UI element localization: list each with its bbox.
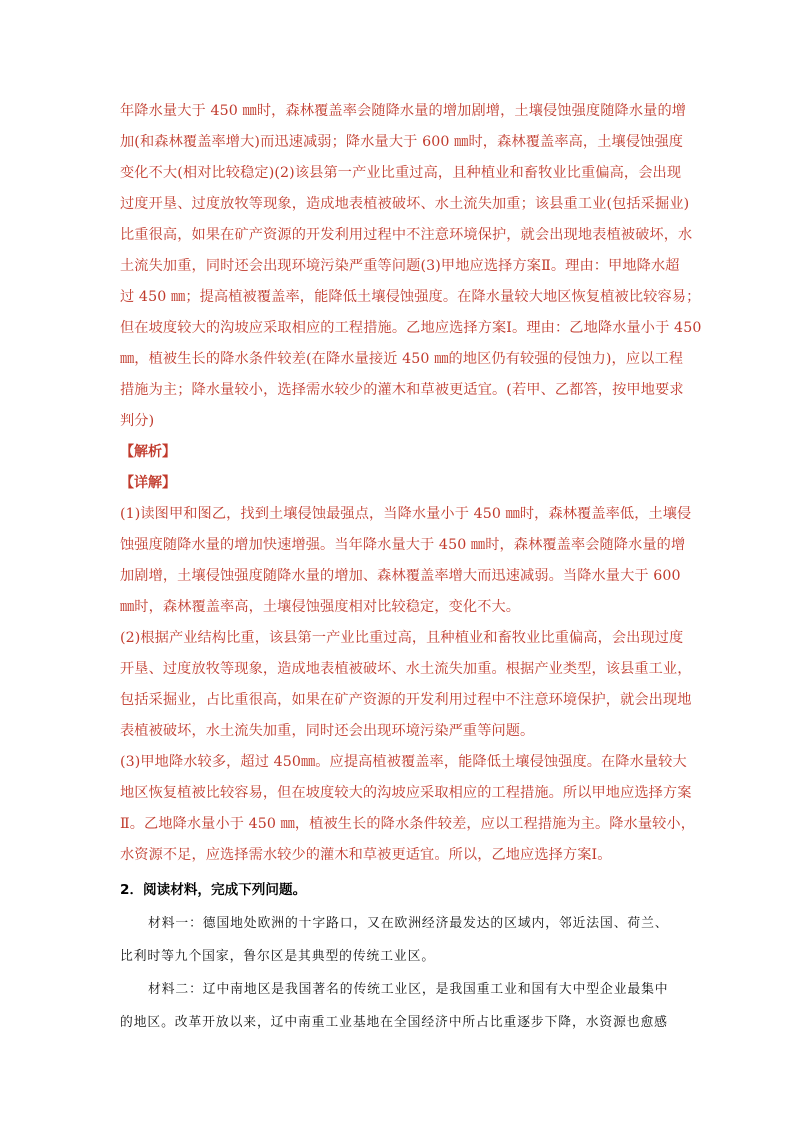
detail-line: 开垦、过度放牧等现象，造成地表植被破坏、水土流失加重。根据产业类型，该县重工业， [120,661,692,677]
detail-line: 加剧增，土壤侵蚀强度随降水量的增加、森林覆盖率增大而迅速减弱。当降水量大于 600 [120,568,681,584]
answer-line: 过度开垦、过度放牧等现象，造成地表植被破坏、水土流失加重；该县重工业(包括采掘业) [120,196,690,212]
answer-line: 变化不大(相对比较稳定)(2)该县第一产业比重过高，且种植业和畜牧业比重偏高，会出现 [120,165,682,181]
detail-block [120,499,695,871]
material-line: 的地区。改革开放以来，辽中南重工业基地在全国经济中所占比重逐步下降，水资源也愈感 [120,1015,668,1030]
detail-line: Ⅱ。乙地降水量小于 450 ㎜，植被生长的降水条件较差，应以工程措施为主。降水量较小， [120,816,695,832]
detail-line: 包括采掘业，占比重很高，如果在矿产资源的开发利用过程中不注意环境保护，就会出现地 [120,692,692,708]
material-block [120,907,680,1039]
answer-line: 年降水量大于 450 ㎜时，森林覆盖率会随降水量的增加剧增，土壤侵蚀强度随降水量的增 [120,103,687,119]
detail-line: (3)甲地降水较多，超过 450㎜。应提高植被覆盖率，能降低土壤侵蚀强度。在降水量较大 [120,754,687,770]
analysis-label: 【解析】 [120,444,176,460]
document-content [120,96,702,1039]
detail-label: 【详解】 [120,475,176,491]
material-line: 材料一：德国地处欧洲的十字路口，又在欧洲经济最发达的区域内，邻近法国、荷兰、 [148,916,669,931]
question-heading: 2．阅读材料，完成下列问题。 [120,882,307,898]
detail-line: 水资源不足，应选择需水较少的灌木和草被更适宜。所以，乙地应选择方案Ⅰ。 [120,847,612,863]
answer-line: 土流失加重，同时还会出现环境污染严重等问题(3)甲地应选择方案Ⅱ。理由：甲地降水超 [120,258,680,274]
answer-block [120,96,702,437]
answer-line: 判分) [120,413,155,429]
answer-line: 过 450 ㎜；提高植被覆盖率，能降低土壤侵蚀强度。在降水量较大地区恢复植被比较容易； [120,289,701,305]
detail-line: 地区恢复植被比较容易，但在坡度较大的沟坡应采取相应的工程措施。所以甲地应选择方案 [120,785,692,801]
answer-line: 但在坡度较大的沟坡应采取相应的工程措施。乙地应选择方案Ⅰ。理由：乙地降水量小于 450 [120,320,702,336]
answer-line: ㎜，植被生长的降水条件较差(在降水量接近 450 ㎜的地区仍有较强的侵蚀力)，应以工程 [120,351,684,367]
detail-line: (2)根据产业结构比重，该县第一产业比重过高，且种植业和畜牧业比重偏高，会出现过度 [120,630,684,646]
material-line: 材料二：辽中南地区是我国著名的传统工业区，是我国重工业和国有大中型企业最集中 [148,982,669,997]
detail-line: ㎜时，森林覆盖率高，土壤侵蚀强度相对比较稳定，变化不大。 [120,599,521,615]
answer-line: 比重很高，如果在矿产资源的开发利用过程中不注意环境保护，就会出现地表植被破坏，水 [120,227,693,243]
material-line: 比利时等九个国家，鲁尔区是其典型的传统工业区。 [120,949,436,964]
detail-line: (1)读图甲和图乙，找到土壤侵蚀最强点，当降水量小于 450 ㎜时，森林覆盖率低，土壤侵 [120,506,692,522]
answer-line: 加(和森林覆盖率增大)而迅速减弱；降水量大于 600 ㎜时，森林覆盖率高，土壤侵蚀强度 [120,134,684,150]
detail-line: 表植被破坏，水土流失加重，同时还会出现环境污染严重等问题。 [120,723,535,739]
answer-line: 措施为主；降水量较小，选择需水较少的灌木和草被更适宜。(若甲、乙都答，按甲地要求 [120,382,684,398]
detail-line: 蚀强度随降水量的增加快速增强。当年降水量大于 450 ㎜时，森林覆盖率会随降水量的增 [120,537,686,553]
